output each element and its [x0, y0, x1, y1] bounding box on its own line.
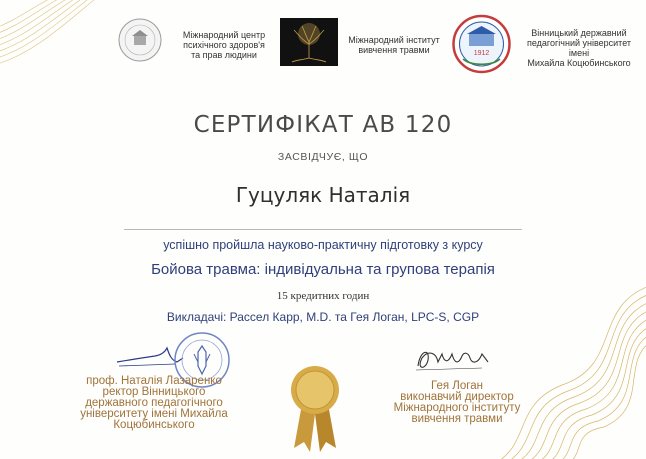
header-logos — [0, 14, 646, 74]
tree-logo-icon — [280, 18, 338, 66]
decorative-waves-bottom-right — [472, 275, 646, 459]
certificate-subtitle: ЗАСВІДЧУЄ, ЩО — [277, 151, 369, 163]
recipient-name: Гуцуляк Наталія — [235, 183, 411, 207]
credit-hours: 15 кредитних годин — [276, 290, 370, 302]
svg-text:1912: 1912 — [473, 50, 490, 57]
org-2-name: Міжнародний інститут вивчення травми — [348, 35, 440, 55]
signatory-right: Гея Логан виконавчий директор Міжнародного інституту вивчення травми — [393, 380, 521, 425]
org-1-name: Міжнародний центр психічного здоров'я та прав людини — [182, 30, 266, 60]
org-3-name: Вінницький державний педагогічний університет імені Михайла Коцюбинського — [526, 28, 632, 68]
divider — [124, 229, 522, 230]
signature-right — [412, 344, 498, 374]
course-title: Бойова травма: індивідуальна та групова терапія — [151, 261, 495, 278]
mental-health-center-seal-icon — [117, 17, 163, 63]
certificate-title: СЕРТИФІКАТ АВ 120 — [193, 112, 453, 138]
completion-text: успішно пройшла науково-практичну підготовку з курсу — [163, 238, 483, 252]
university-seal-icon — [449, 14, 514, 74]
lecturers: Викладачі: Рассел Карр, M.D. та Гея Логан, LPC-S, CGP — [166, 310, 480, 324]
signatory-left: проф. Наталія Лазаренко ректор Вінницького державного педагогічного університету імені Михайла Коцюбинського — [80, 375, 228, 431]
gold-medal-icon — [284, 364, 346, 454]
